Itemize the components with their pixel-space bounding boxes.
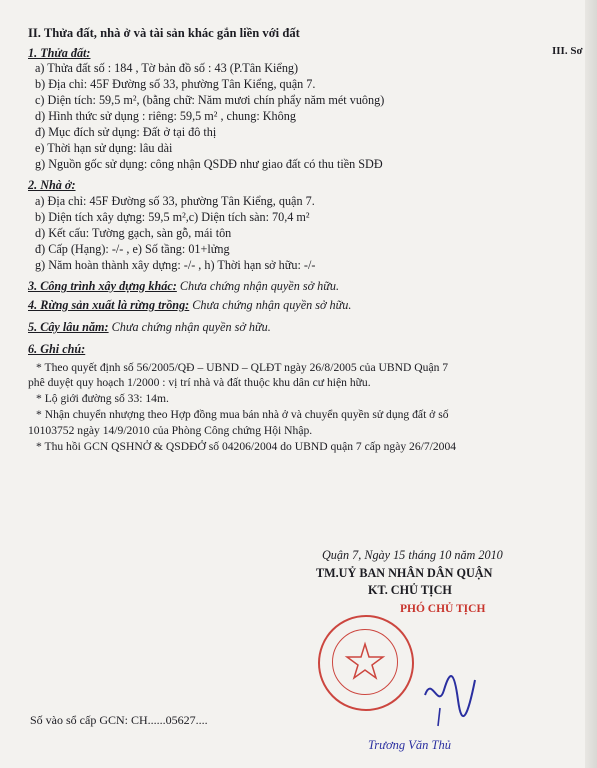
land-dd: đ) Mục đích sử dụng: Đất ở tại đô thị — [35, 125, 217, 139]
official-seal — [318, 615, 414, 711]
land-d: d) Hình thức sử dụng : riêng: 59,5 m² , chung: Không — [35, 109, 296, 123]
perennial — [28, 320, 271, 334]
land-c: c) Diện tích: 59,5 m², (bằng chữ: Năm mươi chín phẩy năm mét vuông) — [35, 93, 385, 107]
note-line: * Theo quyết định số 56/2005/QĐ – UBND – QLĐT ngày 26/8/2005 của UBND Quận 7 — [36, 361, 449, 374]
notes-heading: 6. Ghi chú: — [28, 342, 86, 356]
registry-number: Số vào sổ cấp GCN: CH......05627.... — [30, 713, 208, 727]
land-e: e) Thời hạn sử dụng: lâu dài — [35, 141, 173, 155]
forest-heading: 4. Rừng sản xuất là rừng trồng: — [28, 298, 190, 312]
signer-name: Trương Văn Thủ — [368, 738, 451, 752]
house-g: g) Năm hoàn thành xây dựng: -/- , h) Thời hạn sở hữu: -/- — [35, 258, 316, 272]
forest-text: Chưa chứng nhận quyền sở hữu. — [192, 298, 352, 312]
other-works — [28, 279, 339, 293]
land-b: b) Địa chỉ: 45F Đường số 33, phường Tân Kiểng, quận 7. — [35, 77, 316, 91]
house-dd: đ) Cấp (Hạng): -/- , e) Số tầng: 01+lửng — [35, 242, 230, 256]
note-line: * Nhận chuyển nhượng theo Hợp đồng mua bán nhà ở và chuyển quyền sử dụng đất ở số — [36, 408, 449, 421]
signature-org: TM.UỶ BAN NHÂN DÂN QUẬN — [316, 566, 493, 580]
vice-chairman-label: PHÓ CHỦ TỊCH — [400, 603, 486, 615]
land-g: g) Nguồn gốc sử dụng: công nhận QSDĐ như giao đất có thu tiền SDĐ — [35, 157, 383, 171]
signature-title: KT. CHỦ TỊCH — [368, 583, 452, 597]
star-emblem-icon — [333, 630, 397, 694]
perennial-heading: 5. Cây lâu năm: — [28, 320, 109, 334]
note-line: 10103752 ngày 14/9/2010 của Phòng Công chứng Hội Nhập. — [28, 424, 313, 437]
land-a: a) Thửa đất số : 184 , Tờ bản đồ số : 43 (P.Tân Kiểng) — [35, 61, 299, 75]
house-heading: 2. Nhà ở: — [28, 178, 76, 192]
house-d: d) Kết cấu: Tường gạch, sàn gỗ, mái tôn — [35, 226, 232, 240]
note-line: * Lộ giới đường số 33: 14m. — [36, 392, 169, 405]
perennial-text: Chưa chứng nhận quyền sở hữu. — [111, 320, 271, 334]
right-heading: III. Sơ — [552, 45, 583, 57]
handwritten-signature — [420, 660, 480, 730]
signature-date: Quận 7, Ngày 15 tháng 10 năm 2010 — [322, 548, 503, 562]
seal-inner-ring — [332, 629, 398, 695]
other-works-text: Chưa chứng nhận quyền sở hữu. — [179, 279, 340, 293]
note-line: phê duyệt quy hoạch 1/2000 : vị trí nhà và đất thuộc khu dân cư hiện hữu. — [28, 376, 371, 389]
page-edge — [585, 0, 597, 768]
house-b: b) Diện tích xây dựng: 59,5 m²,c) Diện tích sàn: 70,4 m² — [35, 210, 310, 224]
section-title: II. Thửa đất, nhà ở và tài sản khác gắn liền với đất — [28, 26, 300, 40]
note-line: * Thu hồi GCN QSHNỞ & QSDĐỞ số 04206/2004 do UBND quận 7 cấp ngày 26/7/2004 — [36, 440, 457, 453]
forest — [28, 298, 351, 312]
land-heading: 1. Thửa đất: — [28, 46, 91, 60]
other-works-heading: 3. Công trình xây dựng khác: — [28, 279, 177, 293]
house-a: a) Địa chỉ: 45F Đường số 33, phường Tân Kiểng, quận 7. — [35, 194, 315, 208]
